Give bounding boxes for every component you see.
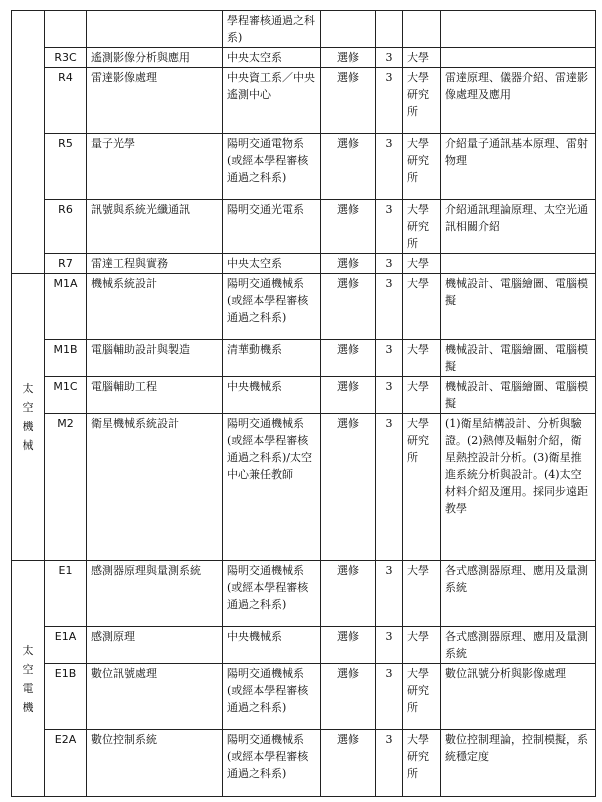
level-text: 大學研究所 [407,417,429,464]
cell-code: E1B [45,664,87,730]
cell-level [403,48,441,68]
cell-level [403,377,441,414]
table-row [12,627,596,664]
table-row [12,200,596,254]
cell-level [403,561,441,627]
cell-type: 選修 [321,664,376,730]
level-text: 大學研究所 [407,71,429,118]
table-row [12,561,596,627]
cell-note: 雷達原理、儀器介紹、雷達影像處理及應用 [441,68,596,134]
cell-type: 選修 [321,340,376,377]
cell-code: M1B [45,340,87,377]
cell-code: E1 [45,561,87,627]
level-text: 大學研究所 [407,137,429,184]
category-cell [12,11,45,274]
cell-credits: 3 [376,664,403,730]
cell-credits: 3 [376,730,403,797]
cell-name: 衛星機械系統設計 [87,414,223,561]
table-row [12,11,596,48]
table-row [12,134,596,200]
level-text: 大學研究所 [407,667,429,714]
cell-code: M1A [45,274,87,340]
category-label: 太空機械 [22,382,34,452]
cell-type [321,11,376,48]
cell-name: 遙測影像分析與應用 [87,48,223,68]
cell-provider: 陽明交通光電系 [223,200,321,254]
cell-type: 選修 [321,48,376,68]
cell-level [403,414,441,561]
cell-note: 介紹通訊理論原理、太空光通訊相關介紹 [441,200,596,254]
cell-note: (1)衛星結構設計、分析與驗證。(2)熱傳及輻射介紹，衛星熱控設計分析。(3)衛星推進系統分析與設計。(4)太空材料介紹及運用。採同步遠距教學 [441,414,596,561]
table-row [12,48,596,68]
category-cell [12,274,45,561]
cell-name: 量子光學 [87,134,223,200]
cell-code: E1A [45,627,87,664]
cell-note: 機械設計、電腦繪圖、電腦模擬 [441,340,596,377]
cell-level [403,200,441,254]
cell-name: 雷達影像處理 [87,68,223,134]
cell-type: 選修 [321,68,376,134]
table-row [12,664,596,730]
level-text: 大學 [407,257,429,270]
category-label: 太空電機 [22,643,34,714]
cell-type: 選修 [321,274,376,340]
cell-note: 介紹量子通訊基本原理、雷射物理 [441,134,596,200]
table-row [12,254,596,274]
table-row [12,68,596,134]
level-text: 大學 [407,630,429,643]
course-table [11,10,596,797]
cell-credits: 3 [376,68,403,134]
cell-code: R6 [45,200,87,254]
level-text: 大學 [407,51,429,64]
cell-level [403,11,441,48]
cell-name: 數位控制系統 [87,730,223,797]
cell-credits: 3 [376,274,403,340]
table-row [12,414,596,561]
cell-level [403,730,441,797]
cell-provider: 中央太空系 [223,254,321,274]
cell-provider: 中央太空系 [223,48,321,68]
cell-code [45,11,87,48]
cell-name: 感測原理 [87,627,223,664]
cell-level [403,627,441,664]
cell-code: M1C [45,377,87,414]
cell-name: 感測器原理與量測系統 [87,561,223,627]
cell-provider: 學程審核通過之科系) [223,11,321,48]
table-row [12,730,596,797]
cell-name: 數位訊號處理 [87,664,223,730]
cell-note: 數位控制理論，控制模擬，系統穩定度 [441,730,596,797]
cell-provider: 清華動機系 [223,340,321,377]
cell-note: 機械設計、電腦繪圖、電腦模擬 [441,274,596,340]
cell-name: 機械系統設計 [87,274,223,340]
cell-provider: 陽明交通機械系(或經本學程審核通過之科系) [223,274,321,340]
cell-credits: 3 [376,340,403,377]
cell-credits: 3 [376,377,403,414]
cell-credits: 3 [376,414,403,561]
cell-provider: 陽明交通機械系(或經本學程審核通過之科系)/太空中心兼任教師 [223,414,321,561]
cell-type: 選修 [321,254,376,274]
cell-note [441,254,596,274]
cell-provider: 中央機械系 [223,377,321,414]
cell-code: R3C [45,48,87,68]
cell-code: R4 [45,68,87,134]
cell-level [403,664,441,730]
cell-credits: 3 [376,254,403,274]
category-cell [12,561,45,797]
level-text: 大學 [407,380,429,393]
cell-code: R5 [45,134,87,200]
cell-note [441,11,596,48]
cell-provider: 中央資工系／中央遙測中心 [223,68,321,134]
cell-level [403,134,441,200]
cell-code: E2A [45,730,87,797]
level-text: 大學研究所 [407,733,429,780]
cell-code: M2 [45,414,87,561]
cell-name [87,11,223,48]
cell-type: 選修 [321,377,376,414]
cell-credits: 3 [376,627,403,664]
cell-code: R7 [45,254,87,274]
cell-level [403,254,441,274]
cell-provider: 陽明交通機械系(或經本學程審核通過之科系) [223,664,321,730]
level-text: 大學 [407,277,429,290]
cell-note: 數位訊號分析與影像處理 [441,664,596,730]
level-text: 大學研究所 [407,203,429,250]
cell-provider: 陽明交通電物系(或經本學程審核通過之科系) [223,134,321,200]
cell-provider: 陽明交通機械系(或經本學程審核通過之科系) [223,561,321,627]
cell-type: 選修 [321,730,376,797]
cell-note [441,48,596,68]
level-text: 大學 [407,343,429,356]
cell-name: 雷達工程與實務 [87,254,223,274]
cell-name: 電腦輔助設計與製造 [87,340,223,377]
cell-credits: 3 [376,561,403,627]
cell-credits: 3 [376,134,403,200]
cell-type: 選修 [321,627,376,664]
cell-note: 機械設計、電腦繪圖、電腦模擬 [441,377,596,414]
cell-credits [376,11,403,48]
cell-level [403,68,441,134]
cell-provider: 陽明交通機械系(或經本學程審核通過之科系) [223,730,321,797]
cell-type: 選修 [321,200,376,254]
cell-level [403,340,441,377]
cell-type: 選修 [321,561,376,627]
cell-credits: 3 [376,48,403,68]
level-text: 大學 [407,564,429,577]
table-row [12,274,596,340]
table-row [12,340,596,377]
cell-name: 電腦輔助工程 [87,377,223,414]
cell-note: 各式感測器原理、應用及量測系統 [441,627,596,664]
cell-provider: 中央機械系 [223,627,321,664]
cell-type: 選修 [321,414,376,561]
cell-level [403,274,441,340]
cell-note: 各式感測器原理、應用及量測系統 [441,561,596,627]
table-row [12,377,596,414]
cell-type: 選修 [321,134,376,200]
cell-name: 訊號與系統光纖通訊 [87,200,223,254]
cell-credits: 3 [376,200,403,254]
